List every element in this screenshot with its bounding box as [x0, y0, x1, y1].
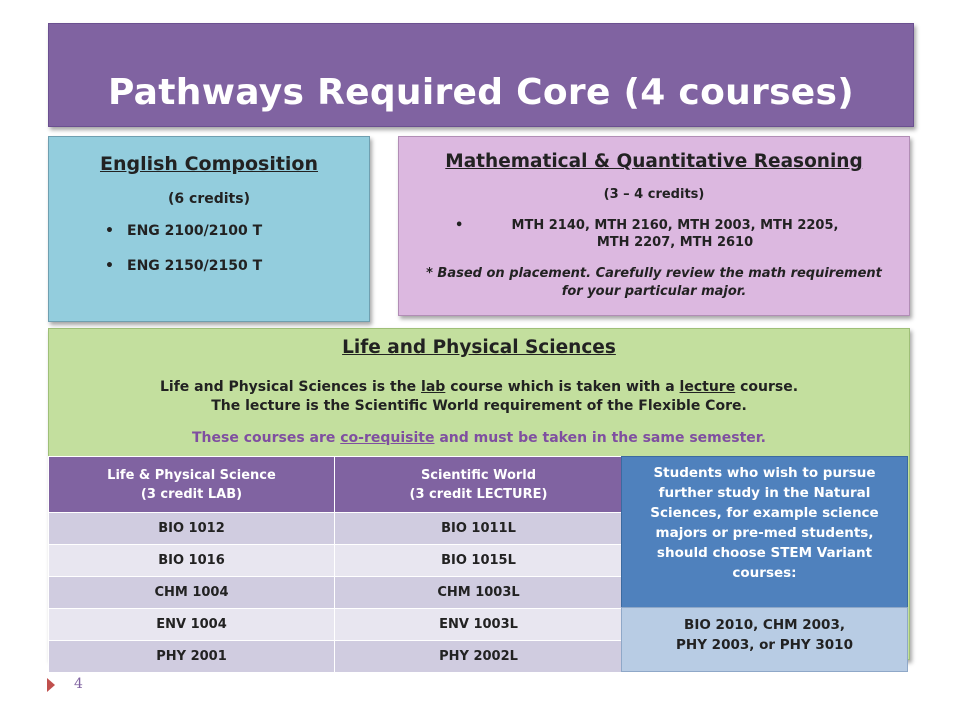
math-note-line1: * Based on placement. Carefully review the math requirement — [426, 266, 882, 281]
lab-course-cell: ENV 1004 — [49, 609, 335, 641]
math-course-item — [455, 217, 895, 251]
table-row — [49, 513, 623, 545]
science-desc-line1 — [49, 378, 909, 397]
english-course-item — [105, 223, 262, 239]
math-note-line2: for your particular major. — [561, 284, 747, 299]
lecture-term: lecture — [679, 379, 736, 395]
table-header-lab — [49, 457, 335, 513]
lab-term: lab — [421, 379, 446, 395]
course-table — [48, 456, 623, 673]
stem-variant-note: Students who wish to pursue further study in the Natural Sciences, for example science majors or pre-med students, should choose STEM Variant courses: — [621, 456, 908, 608]
stem-courses-line2: PHY 2003, or PHY 3010 — [676, 637, 853, 653]
english-composition-box — [48, 136, 370, 322]
english-course-item — [105, 258, 262, 274]
bullet-icon: • — [105, 223, 114, 239]
lecture-course-cell: BIO 1011L — [335, 513, 623, 545]
stem-courses-line1: BIO 2010, CHM 2003, — [684, 617, 845, 633]
header-line: Life & Physical Science — [107, 467, 276, 483]
math-courses-line2: MTH 2207, MTH 2610 — [596, 235, 754, 250]
math-credits: (3 – 4 credits) — [603, 187, 705, 202]
page-marker-icon — [47, 678, 55, 692]
header-line: (3 credit LECTURE) — [409, 486, 548, 502]
english-heading: English Composition — [99, 153, 319, 175]
table-header-lecture — [335, 457, 623, 513]
table-row — [49, 641, 623, 673]
science-desc-line2: The lecture is the Scientific World requirement of the Flexible Core. — [211, 398, 747, 414]
english-credits: (6 credits) — [168, 191, 250, 207]
page-number: 4 — [74, 676, 83, 692]
page-title: Pathways Required Core (4 courses) — [107, 72, 855, 113]
science-description — [49, 378, 909, 416]
desc-text: Life and Physical Sciences is the — [159, 379, 422, 395]
header-line: Scientific World — [420, 467, 537, 483]
lecture-course-cell: ENV 1003L — [335, 609, 623, 641]
coreq-text: and must be taken in the same semester. — [434, 430, 766, 446]
lab-course-cell: CHM 1004 — [49, 577, 335, 609]
lab-course-cell: PHY 2001 — [49, 641, 335, 673]
coreq-term: co-requisite — [340, 430, 435, 446]
lab-course-cell: BIO 1012 — [49, 513, 335, 545]
math-reasoning-box — [398, 136, 910, 316]
english-course-label: ENG 2150/2150 T — [127, 258, 263, 274]
coreq-text: These courses are — [191, 430, 341, 446]
bullet-icon: • — [105, 258, 114, 274]
stem-variant-courses — [621, 607, 908, 672]
table-row — [49, 609, 623, 641]
desc-text: course. — [735, 379, 799, 395]
table-row — [49, 545, 623, 577]
science-heading: Life and Physical Sciences — [342, 337, 616, 358]
math-heading: Mathematical & Quantitative Reasoning — [445, 151, 863, 172]
english-course-label: ENG 2100/2100 T — [127, 223, 263, 239]
lab-course-cell: BIO 1016 — [49, 545, 335, 577]
desc-text: course which is taken with a — [445, 379, 680, 395]
header-line: (3 credit LAB) — [140, 486, 243, 502]
math-placement-note — [399, 265, 909, 301]
table-row — [49, 577, 623, 609]
coreq-note — [49, 430, 909, 446]
bullet-icon: • — [455, 218, 464, 233]
lecture-course-cell: CHM 1003L — [335, 577, 623, 609]
lecture-course-cell: BIO 1015L — [335, 545, 623, 577]
math-courses-line1: MTH 2140, MTH 2160, MTH 2003, MTH 2205, — [511, 218, 839, 233]
lecture-course-cell: PHY 2002L — [335, 641, 623, 673]
